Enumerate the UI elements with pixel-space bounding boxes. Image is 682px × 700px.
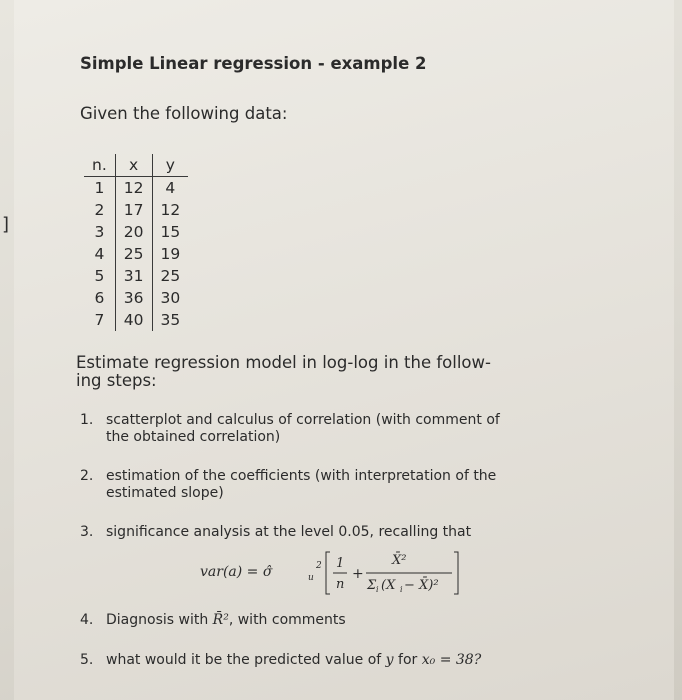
r-bar-squared-symbol: R̄² [212,612,229,628]
cell-y: 30 [160,289,181,307]
table-row [84,265,188,287]
cell-n: 2 [84,199,115,221]
cell-n: 5 [84,265,115,287]
cell-n: 7 [84,309,115,331]
x0-value: x₀ = 38? [421,652,482,668]
table-header-row [84,154,188,177]
cell-y: 12 [160,201,181,219]
frac2-den-open: (X [381,578,396,593]
table-row [84,177,188,200]
cell-n: 3 [84,221,115,243]
formula-svg [200,546,480,598]
cell-x: 12 [115,177,152,200]
formula-subscript: u [308,573,314,583]
instructions-intro [76,354,556,390]
step-text-line-2: the obtained correlation) [106,429,281,445]
cell-y: 15 [160,223,181,241]
formula-superscript: 2 [316,561,322,571]
cell-x: 25 [115,243,152,265]
edge-bracket-mark: ] [2,214,10,235]
left-bracket [326,552,330,594]
step-number: 2. [80,468,94,484]
frac2-sigma-sub: i [376,585,379,594]
frac2-den-sub: i [400,585,403,594]
table-row [84,199,188,221]
step-number: 1. [80,412,94,428]
cell-x: 17 [115,199,152,221]
frac2-numerator: X̄² [392,553,407,568]
for-text: for [398,652,418,668]
cell-x: 40 [115,309,152,331]
variable-y: y [385,652,394,668]
intro-line-2: ing steps: [76,371,157,390]
frac1-denominator: n [336,577,345,592]
cell-y: 35 [160,311,181,329]
cell-y: 25 [160,267,181,285]
frac2-sigma: Σ [367,578,377,593]
variance-formula [200,546,480,602]
step-number: 3. [80,524,94,540]
page-title: Simple Linear regression - example 2 [80,54,427,73]
cell-y: 4 [165,179,176,197]
given-text: Given the following data: [80,104,288,123]
frac2-den-tail: − X̄)² [404,578,439,593]
intro-line-1: Estimate regression model in log-log in the follow- [76,353,491,372]
cell-n: 6 [84,287,115,309]
step-text: what would it be the predicted value of [106,652,382,668]
plus-sign: + [352,566,364,582]
cell-n: 1 [84,177,115,200]
cell-n: 4 [84,243,115,265]
formula-lhs: var(a) = σ̂ [200,564,273,580]
step-text: Diagnosis with [106,612,209,628]
header-y: y [152,154,188,177]
step-text-line-1: significance analysis at the level 0.05, recalling that [106,524,472,540]
step-text-line-2: estimated slope) [106,485,224,501]
step-text-line-1: scatterplot and calculus of correlation (with comment of [106,412,500,428]
cell-x: 31 [115,265,152,287]
frac1-numerator: 1 [336,556,345,571]
table-row [84,221,188,243]
header-n: n. [84,154,115,177]
cell-x: 36 [115,287,152,309]
data-table [84,154,188,331]
table-row [84,309,188,331]
step-text-end: , with comments [228,612,346,628]
step-number: 5. [80,652,94,668]
cell-y: 19 [160,245,181,263]
right-bracket [454,552,458,594]
step-text-line-1: estimation of the coefficients (with interpretation of the [106,468,497,484]
header-x: x [115,154,152,177]
table-row [84,243,188,265]
step-number: 4. [80,612,94,628]
cell-x: 20 [115,221,152,243]
table-row [84,287,188,309]
